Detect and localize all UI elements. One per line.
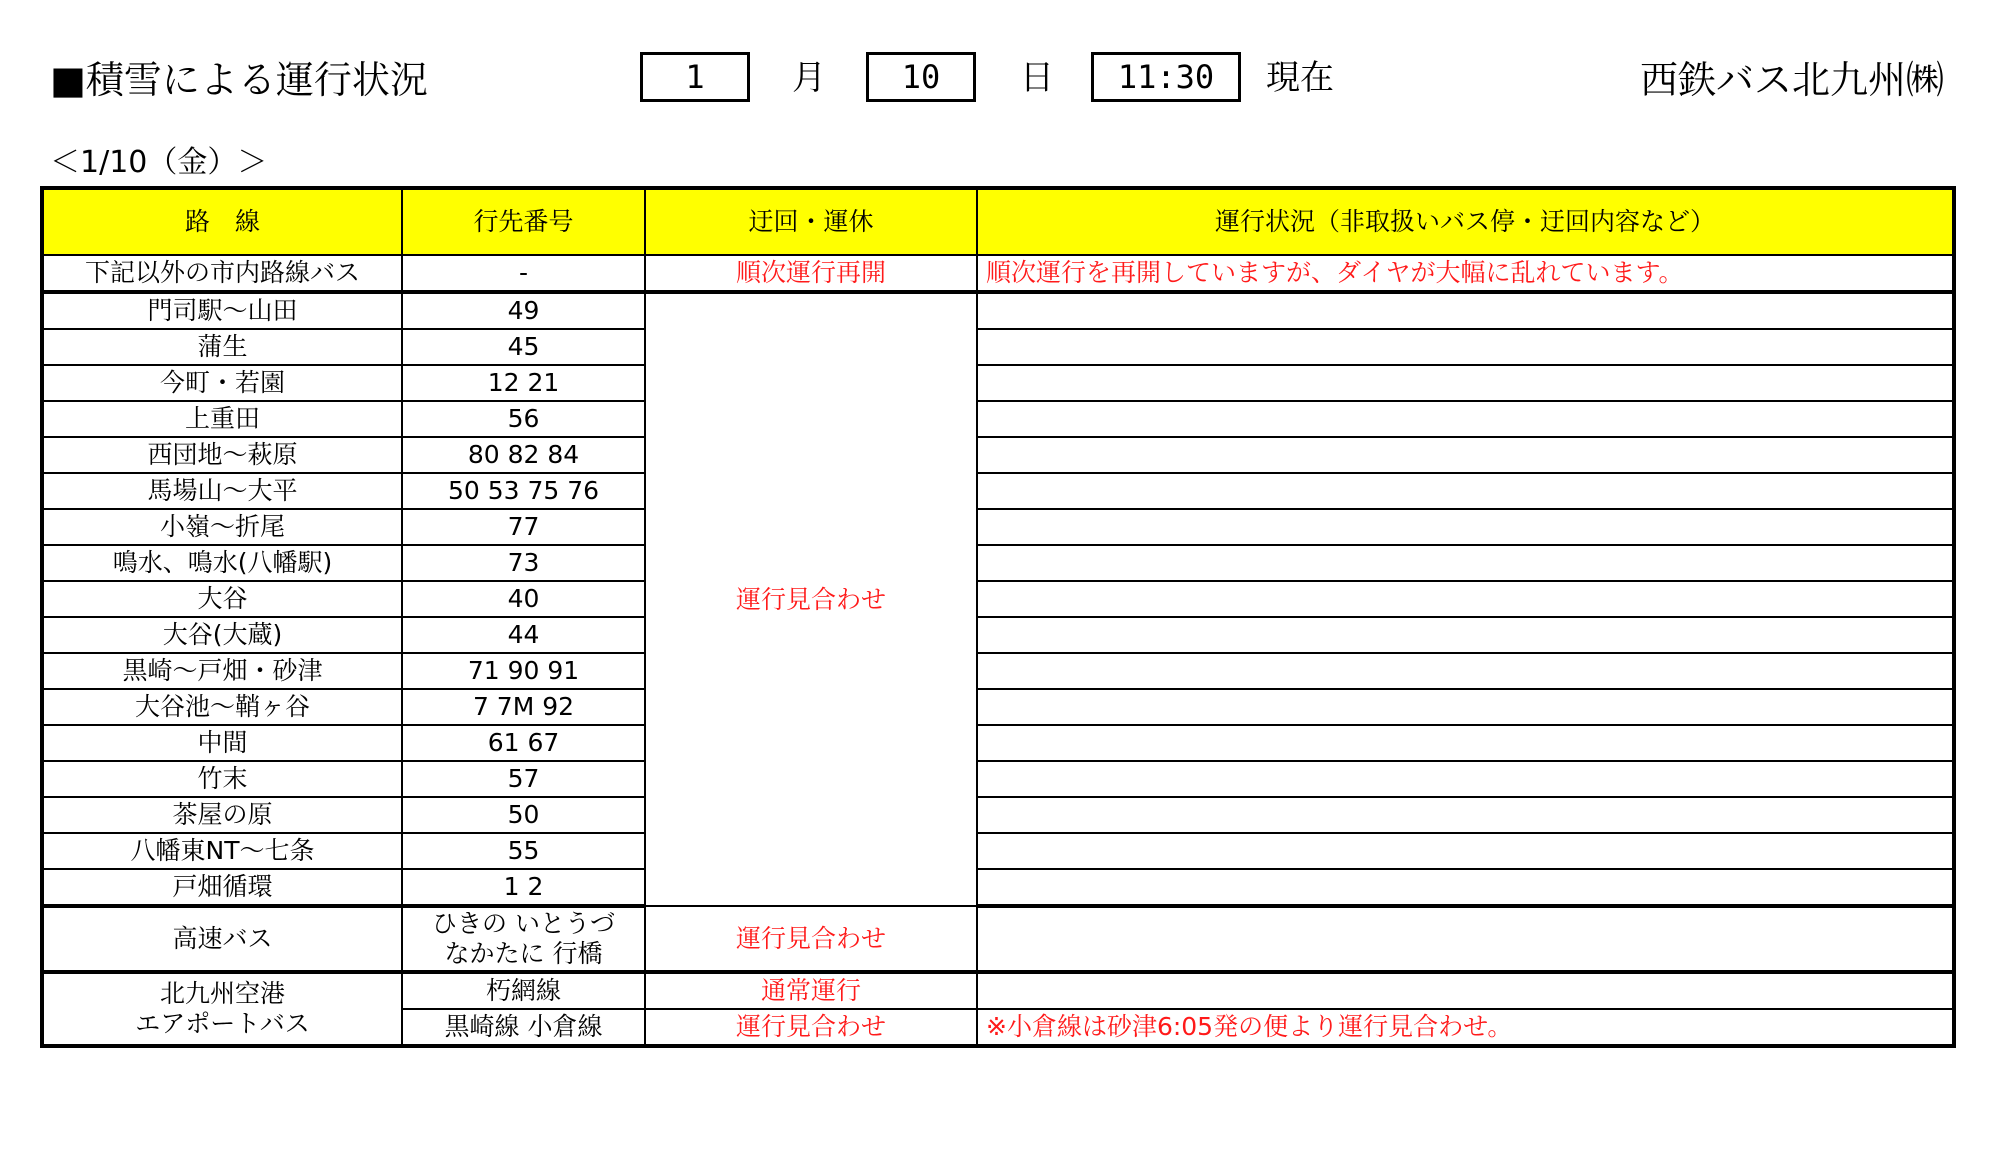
table-row [42,473,1954,509]
status-note-cell [977,329,1954,365]
status-note-cell [977,869,1954,906]
table-row [42,869,1954,906]
operation-status-table [40,186,1956,1048]
status-note-cell [977,689,1954,725]
number-cell: - [402,255,645,292]
table-row [42,653,1954,689]
route-cell: 高速バス [42,906,402,972]
time-box: 11:30 [1091,52,1241,102]
number-cell: 44 [402,617,645,653]
table-row [42,689,1954,725]
route-cell: 鳴水、鳴水(八幡駅) [42,545,402,581]
route-cell: 大谷 [42,581,402,617]
status-note-cell [977,972,1954,1009]
header-number: 行先番号 [402,188,645,255]
route-cell: 中間 [42,725,402,761]
status-note-cell [977,509,1954,545]
status-note-cell [977,761,1954,797]
table-row [42,292,1954,329]
status-note-cell [977,365,1954,401]
group-detour-cell: 運行見合わせ [645,292,977,906]
status-note-cell [977,545,1954,581]
route-cell: 黒崎～戸畑・砂津 [42,653,402,689]
table-row [42,329,1954,365]
route-cell: 下記以外の市内路線バス [42,255,402,292]
number-cell: 40 [402,581,645,617]
table-row [42,365,1954,401]
number-cell: 12 21 [402,365,645,401]
table-row [42,761,1954,797]
table-row-highway [42,906,1954,972]
number-cell: 1 2 [402,869,645,906]
table-row [42,437,1954,473]
detour-cell: 運行見合わせ [645,906,977,972]
number-cell: 80 82 84 [402,437,645,473]
number-cell: 黒崎線 小倉線 [402,1009,645,1046]
route-cell: 門司駅～山田 [42,292,402,329]
page-title: ■積雪による運行状況 [50,58,428,102]
number-cell: 77 [402,509,645,545]
route-cell: 上重田 [42,401,402,437]
number-cell: 7 7M 92 [402,689,645,725]
status-note-cell [977,653,1954,689]
status-note-cell [977,617,1954,653]
table-row [42,581,1954,617]
route-line: 北九州空港 [159,979,285,1008]
route-cell: 蒲生 [42,329,402,365]
number-cell: 56 [402,401,645,437]
detour-cell: 運行見合わせ [645,1009,977,1046]
number-line: ひきの いとうづ [432,909,615,938]
status-note-cell [977,906,1954,972]
route-cell: 小嶺～折尾 [42,509,402,545]
table-body [42,255,1954,1046]
table-row [42,509,1954,545]
status-note-cell [977,401,1954,437]
number-cell: 49 [402,292,645,329]
detour-cell: 順次運行再開 [645,255,977,292]
status-note-cell [977,725,1954,761]
route-cell: 馬場山～大平 [42,473,402,509]
header-detour: 迂回・運休 [645,188,977,255]
number-cell: 50 53 75 76 [402,473,645,509]
table-row [42,255,1954,292]
status-note-cell [977,292,1954,329]
number-cell: 45 [402,329,645,365]
table-row [42,401,1954,437]
route-cell: 戸畑循環 [42,869,402,906]
table-row [42,617,1954,653]
number-cell: 朽網線 [402,972,645,1009]
detour-cell: 通常運行 [645,972,977,1009]
day-box: 10 [866,52,976,102]
day-label: 日 [1020,58,1054,98]
route-cell: 竹末 [42,761,402,797]
route-cell: 茶屋の原 [42,797,402,833]
table-row [42,545,1954,581]
route-cell: 今町・若園 [42,365,402,401]
route-cell: 西団地～萩原 [42,437,402,473]
number-cell: 61 67 [402,725,645,761]
company-name: 西鉄バス北九州㈱ [1639,58,1944,102]
table-row [42,725,1954,761]
route-cell: 大谷池～鞘ヶ谷 [42,689,402,725]
number-cell: 73 [402,545,645,581]
status-note-cell: ※小倉線は砂津6:05発の便より運行見合わせ。 [977,1009,1954,1046]
table-row-airport [42,972,1954,1009]
table-row [42,797,1954,833]
number-cell: 55 [402,833,645,869]
status-note-cell [977,437,1954,473]
table-header-row [42,188,1954,255]
route-cell: 八幡東NT～七条 [42,833,402,869]
header-route: 路 線 [42,188,402,255]
number-cell: 71 90 91 [402,653,645,689]
month-box: 1 [640,52,750,102]
number-cell [402,906,645,972]
status-note-cell: 順次運行を再開していますが、ダイヤが大幅に乱れています。 [977,255,1954,292]
header-status: 運行状況（非取扱いバス停・迂回内容など） [977,188,1954,255]
status-note-cell [977,833,1954,869]
number-cell: 57 [402,761,645,797]
route-line: エアポートバス [135,1009,310,1038]
page-header [0,0,1996,140]
month-label: 月 [792,58,826,98]
time-label: 現在 [1266,58,1334,98]
status-note-cell [977,473,1954,509]
table-row [42,833,1954,869]
date-subheading: ＜1/10（金）＞ [50,145,268,180]
number-line: なかたに 行橋 [444,939,603,968]
status-note-cell [977,581,1954,617]
route-cell: 大谷(大蔵) [42,617,402,653]
number-cell: 50 [402,797,645,833]
status-note-cell [977,797,1954,833]
route-cell [42,972,402,1046]
